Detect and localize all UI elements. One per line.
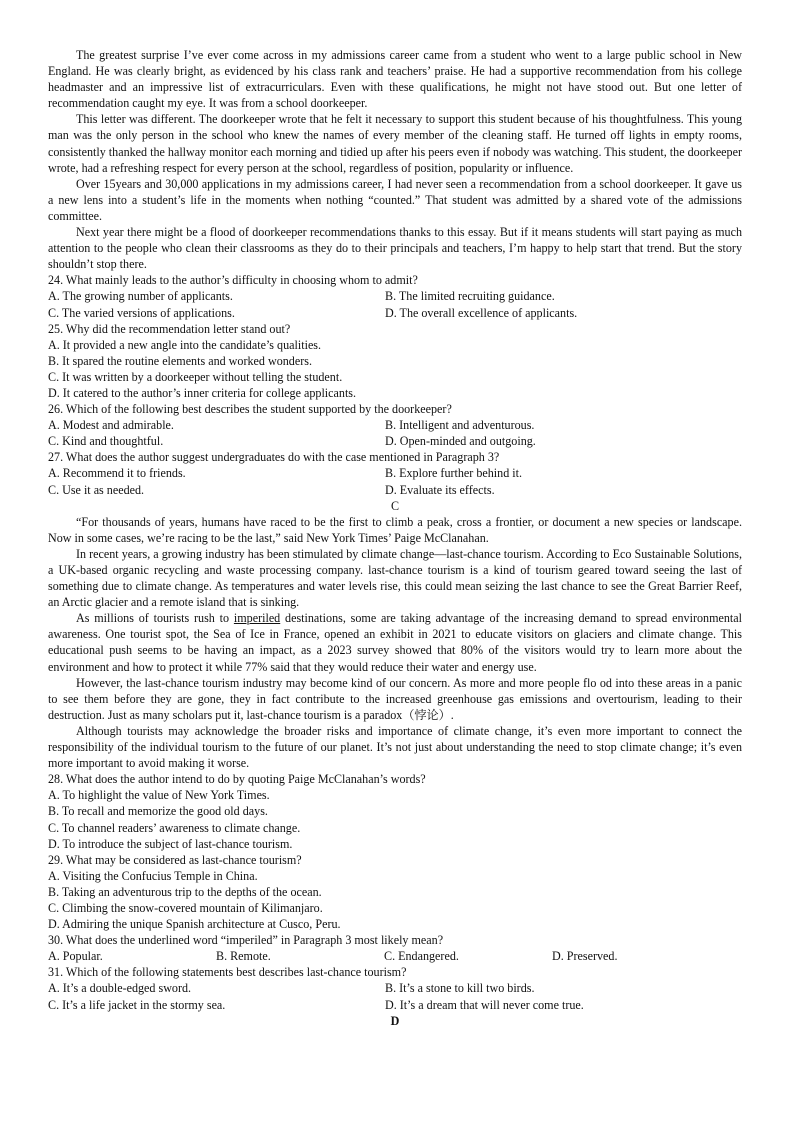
option-c: C. Climbing the snow-covered mountain of Kilimanjaro. [48, 900, 323, 915]
option-c: C. The varied versions of applications. [48, 305, 235, 320]
option-d: D. Evaluate its effects. [385, 482, 495, 497]
option-c: C. To channel readers’ awareness to climate change. [48, 820, 301, 835]
option-c: C. Endangered. [384, 949, 459, 964]
option-d: D. Open-minded and outgoing. [385, 434, 536, 449]
option-a: A. Modest and admirable. [48, 418, 174, 433]
passage-c-paragraph-1: “For thousands of years, humans have raced to be the first to climb a peak, cross a frontier, or document a new species or landscape. Now in some cases, we’re racing to be the last,” said New York Times’ Paige McClanahan. [48, 514, 742, 545]
passage-b-paragraph-1: The greatest surprise I’ve ever come across in my admissions career came from a student who went to a large public school in New England. He was clearly bright, as evidenced by his class rank and teachers’ praise. He had a supportive recommendation from his college headmaster and an impressive list of extracurriculars. Even with these qualifications, he might not have stood out. But one letter of recommendation caught my eye. It was from a school doorkeeper. [48, 48, 742, 111]
question-24: 24. What mainly leads to the author’s difficulty in choosing whom to admit? [48, 273, 418, 288]
question-30-options [48, 948, 742, 964]
option-d: D. It’s a dream that will never come true. [385, 997, 584, 1012]
option-c: C. It’s a life jacket in the stormy sea. [48, 997, 226, 1012]
option-c: C. Kind and thoughtful. [48, 434, 164, 449]
option-b: B. Explore further behind it. [385, 466, 523, 481]
option-b: B. It’s a stone to kill two birds. [385, 981, 535, 996]
passage-b-paragraph-4: Next year there might be a flood of doorkeeper recommendations thanks to this essay. But if it means students will start paying as much attention to the people who clean their classrooms as they do to their principals and teachers, I’m happy to help start that trend. But the story shouldn’t stop there. [48, 225, 742, 272]
paragraph-text: As millions of tourists rush to [76, 611, 234, 626]
option-b: B. Taking an adventurous trip to the depths of the ocean. [48, 884, 322, 899]
section-heading-d: D [390, 1013, 400, 1028]
option-b: B. It spared the routine elements and worked wonders. [48, 353, 312, 368]
option-a: A. To highlight the value of New York Times. [48, 788, 270, 803]
question-31-options [48, 980, 742, 996]
passage-b-paragraph-2: This letter was different. The doorkeeper wrote that he felt it necessary to support this student because of his thoughtfulness. This young man was the only person in the school who knew the names of every member of the cleaning staff. He turned off lights in empty rooms, consistently thanked the hallway monitor each morning and tidied up after his peers even if nobody was watching. This student, the doorkeeper wrote, had a refreshing respect for every person at the school, regardless of position, popularity or influence. [48, 112, 742, 175]
option-a: A. The growing number of applicants. [48, 289, 233, 304]
question-31: 31. Which of the following statements best describes last-chance tourism? [48, 965, 407, 980]
option-b: B. To recall and memorize the good old days. [48, 804, 268, 819]
option-a: A. It’s a double-edged sword. [48, 981, 192, 996]
passage-c-paragraph-5: Although tourists may acknowledge the broader risks and importance of climate change, it’s even more important to connect the responsibility of the individual tourism to the future of our planet. It’s not just about understanding the need to stop climate change; it’s even more important to avoid making it worse. [48, 723, 742, 771]
exam-page [48, 47, 742, 1029]
question-30: 30. What does the underlined word “imperiled” in Paragraph 3 most likely mean? [48, 933, 444, 948]
option-c: C. Use it as needed. [48, 482, 145, 497]
option-d: D. To introduce the subject of last-chance tourism. [48, 836, 293, 851]
question-29: 29. What may be considered as last-chance tourism? [48, 852, 302, 867]
underlined-word: imperiled [233, 611, 281, 626]
passage-c-paragraph-2: In recent years, a growing industry has been stimulated by climate change—last-chance tourism. According to Eco Sustainable Solutions, a UK-based organic recycling and waste processing company. last-chance tourism is a kind of tourism geared toward seeing the last of something due to climate change. As temperatures and water levels rise, this could mean seizing the last chance to see the Great Barrier Reef, an Arctic glacier and a remote island that is sinking. [48, 546, 742, 610]
option-c: C. It was written by a doorkeeper without telling the student. [48, 369, 343, 384]
question-28: 28. What does the author intend to do by quoting Paige McClanahan’s words? [48, 772, 426, 787]
paragraph-text: destinations, some are taking advantage of the increasing demand to spread environmental awareness. One tourist spot, the Sea of Ice in France, opened an exhibit in 2021 to educate visitors on glaciers and climate change. This educational push seems to be having an impact, as a 2023 survey showed that 80% of the visitors would try to learn more about the environment and how to protect it while 77% said that they would reduce their water and energy use. [48, 611, 742, 674]
question-24-options [48, 288, 742, 304]
option-a: A. It provided a new angle into the candidate’s qualities. [48, 337, 322, 352]
question-26-options [48, 433, 742, 449]
option-a: A. Popular. [48, 949, 103, 964]
question-26-options [48, 417, 742, 433]
option-d: D. It catered to the author’s inner criteria for college applicants. [48, 385, 357, 400]
question-25: 25. Why did the recommendation letter stand out? [48, 321, 291, 336]
question-27-options [48, 482, 742, 498]
option-b: B. Intelligent and adventurous. [385, 418, 535, 433]
option-a: A. Visiting the Confucius Temple in China. [48, 868, 258, 883]
option-b: B. The limited recruiting guidance. [385, 289, 555, 304]
question-27-options [48, 465, 742, 481]
question-24-options [48, 305, 742, 321]
section-heading-c: C [390, 498, 400, 513]
option-a: A. Recommend it to friends. [48, 466, 186, 481]
passage-c-paragraph-3 [48, 610, 742, 674]
passage-b-paragraph-3: Over 15years and 30,000 applications in my admissions career, I had never seen a recommendation from a school doorkeeper. It gave us a new lens into a student’s life in the moments when nothing “counted.” That student was admitted by a shared vote of the admissions committee. [48, 176, 742, 223]
option-d: D. Admiring the unique Spanish architecture at Cusco, Peru. [48, 917, 341, 932]
option-b: B. Remote. [216, 949, 271, 964]
question-27: 27. What does the author suggest undergraduates do with the case mentioned in Paragraph 3? [48, 450, 500, 465]
passage-c-paragraph-4: However, the last-chance tourism industry may become kind of our concern. As more and more people flo od into these areas in a panic to see them before they are gone, they in fact contribute to the increased greenhouse gas emissions and overtourism, leading to their destruction. Just as many scholars put it, last-chance tourism is a paradox（悖论）. [48, 675, 742, 722]
option-d: D. Preserved. [552, 949, 618, 964]
question-31-options [48, 997, 742, 1013]
option-d: D. The overall excellence of applicants. [385, 305, 578, 320]
question-26: 26. Which of the following best describes the student supported by the doorkeeper? [48, 402, 452, 417]
